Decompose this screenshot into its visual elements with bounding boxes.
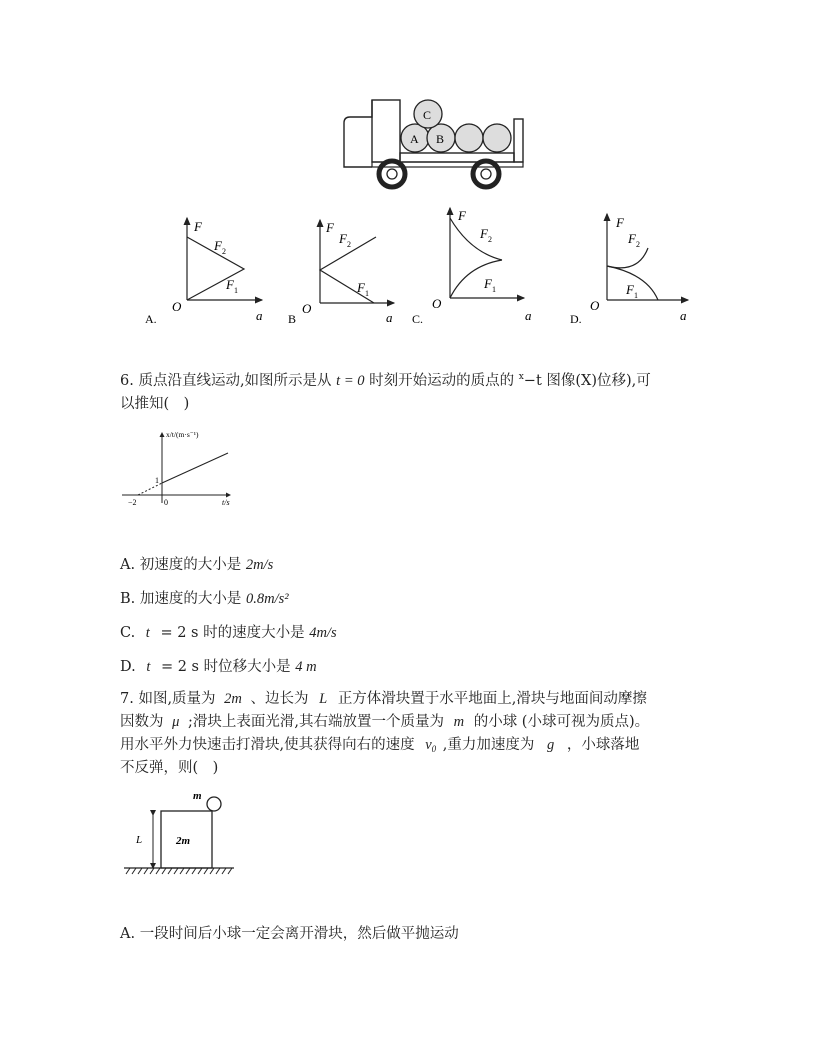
q6-option-d[interactable] — [120, 655, 317, 676]
truck-cab — [372, 100, 400, 162]
q7-stem-line2 — [120, 711, 700, 733]
option-text: = 2 s 时的速度大小是 — [160, 625, 305, 641]
option-letter: B. — [120, 591, 136, 607]
q7-figure-ball-label: m — [193, 790, 202, 802]
q7-text: 、边长为 — [250, 691, 309, 707]
q7-var-g: g — [546, 737, 555, 753]
q6-frac-top: x — [518, 372, 524, 382]
q7-text: 因数为 — [120, 714, 164, 730]
q7-var-2m: 2m — [224, 691, 242, 707]
graph-c-f2-sub: 2 — [488, 235, 492, 244]
graph-b-origin: O — [302, 301, 312, 316]
option-value: 0.8m/s² — [245, 591, 289, 607]
option-value: 2m/s — [245, 557, 274, 573]
graph-b-x-label: a — [386, 310, 393, 325]
q6-option-a[interactable] — [120, 553, 273, 574]
option-text: 初速度的大小是 — [139, 557, 242, 573]
q7-var-mu: μ — [172, 714, 180, 730]
q6-text-c: −t 图像(X)位移),可 — [523, 373, 651, 389]
graph-a-f1: F — [226, 277, 234, 292]
graph-d-origin: O — [590, 298, 600, 313]
ball-b-label: B — [436, 132, 445, 146]
q6-graph-tick-y: 1 — [155, 476, 159, 485]
option-letter: A. — [120, 557, 136, 573]
option-value: 4m/s — [309, 625, 337, 641]
q7-var-v: v — [425, 737, 432, 753]
q6-text-a: 6. 质点沿直线运动,如图所示是从 — [120, 373, 332, 389]
q6-graph-y-label: x/t/(m·s⁻¹) — [166, 430, 199, 439]
q7-stem-line4: 不反弹，则( ) — [120, 760, 219, 776]
q7-figure — [120, 788, 240, 878]
option-value: 4 m — [295, 659, 317, 675]
graph-c-x-label: a — [525, 308, 532, 323]
q6-graph-x-label: t/s — [222, 498, 230, 507]
force-graphs — [140, 200, 710, 335]
q6-stem-line1 — [120, 366, 700, 392]
q6-option-c[interactable] — [120, 621, 337, 642]
q6-graph-tick-neg: −2 — [128, 498, 137, 507]
q6-graph-tick-zero: 0 — [164, 498, 168, 507]
graph-d-x-label: a — [680, 308, 687, 323]
graph-b-option: B — [288, 312, 297, 326]
graph-a-origin: O — [172, 299, 182, 314]
graph-d-y-label: F — [616, 215, 624, 230]
q7-stem-line1 — [120, 688, 700, 710]
truck-wheels — [379, 161, 499, 187]
graph-b-f1-sub: 1 — [365, 289, 369, 298]
q7-var-v-sub: 0 — [431, 744, 437, 754]
graph-a-x-label: a — [256, 308, 263, 323]
q6-t-zero: t = 0 — [336, 373, 365, 389]
graph-d-f2-sub: 2 — [636, 240, 640, 249]
q7-option-a[interactable]: A. 一段时间后小球一定会离开滑块，然后做平抛运动 — [120, 926, 459, 942]
graph-c-y-label: F — [458, 208, 466, 223]
q7-text: ,重力加速度为 — [442, 737, 535, 753]
option-letter: C. — [120, 625, 136, 641]
graph-d-option: D. — [570, 312, 582, 326]
graph-b-f1: F — [357, 280, 365, 295]
graph-c-origin: O — [432, 296, 442, 311]
graph-d-f1-sub: 1 — [634, 291, 638, 300]
truck-figure — [340, 95, 530, 190]
q7-text: 的小球 (小球可视为质点)。 — [473, 714, 650, 730]
graph-b-f2: F — [339, 231, 347, 246]
q7-text: 7. 如图,质量为 — [120, 691, 216, 707]
graph-a-option: A. — [145, 312, 157, 326]
graph-c-f1-sub: 1 — [492, 285, 496, 294]
q7-text: ，小球落地 — [566, 737, 640, 753]
option-text: 加速度的大小是 — [139, 591, 242, 607]
graph-a-f2-sub: 2 — [222, 247, 226, 256]
q6-text-b: 时刻开始运动的质点的 — [369, 373, 515, 389]
graph-a-f1-sub: 1 — [234, 286, 238, 295]
graph-a-y-label: F — [194, 219, 202, 234]
option-letter: D. — [120, 659, 136, 675]
q7-figure-l-label: L — [136, 834, 143, 846]
graph-a-f2: F — [214, 238, 222, 253]
q7-var-l: L — [319, 691, 328, 707]
option-var: t — [145, 625, 150, 641]
option-var: t — [146, 659, 151, 675]
graph-c-f1: F — [484, 276, 492, 291]
q6-stem-line2: 以推知( ) — [120, 396, 190, 412]
graph-c-option: C. — [412, 312, 424, 326]
q6-option-b[interactable] — [120, 587, 289, 608]
q7-figure-block-label: 2m — [176, 835, 191, 847]
q7-text: 用水平外力快速击打滑块,使其获得向右的速度 — [120, 737, 415, 753]
graph-d-f1: F — [626, 282, 634, 297]
ball — [207, 797, 221, 811]
q7-text: 正方体滑块置于水平地面上,滑块与地面间动摩擦 — [337, 691, 647, 707]
q6-graph — [118, 425, 248, 510]
q7-text: ;滑块上表面光滑,其右端放置一个质量为 — [188, 714, 444, 730]
option-text: = 2 s 时位移大小是 — [160, 659, 291, 675]
graph-d-f2: F — [628, 231, 636, 246]
graph-b-y-label: F — [326, 220, 334, 235]
graph-c-f2: F — [480, 226, 488, 241]
ball-c-label: C — [423, 108, 432, 122]
graph-b-f2-sub: 2 — [347, 240, 351, 249]
truck-bed — [400, 153, 514, 162]
q7-var-m: m — [453, 714, 465, 730]
ball-a-label: A — [410, 132, 419, 146]
